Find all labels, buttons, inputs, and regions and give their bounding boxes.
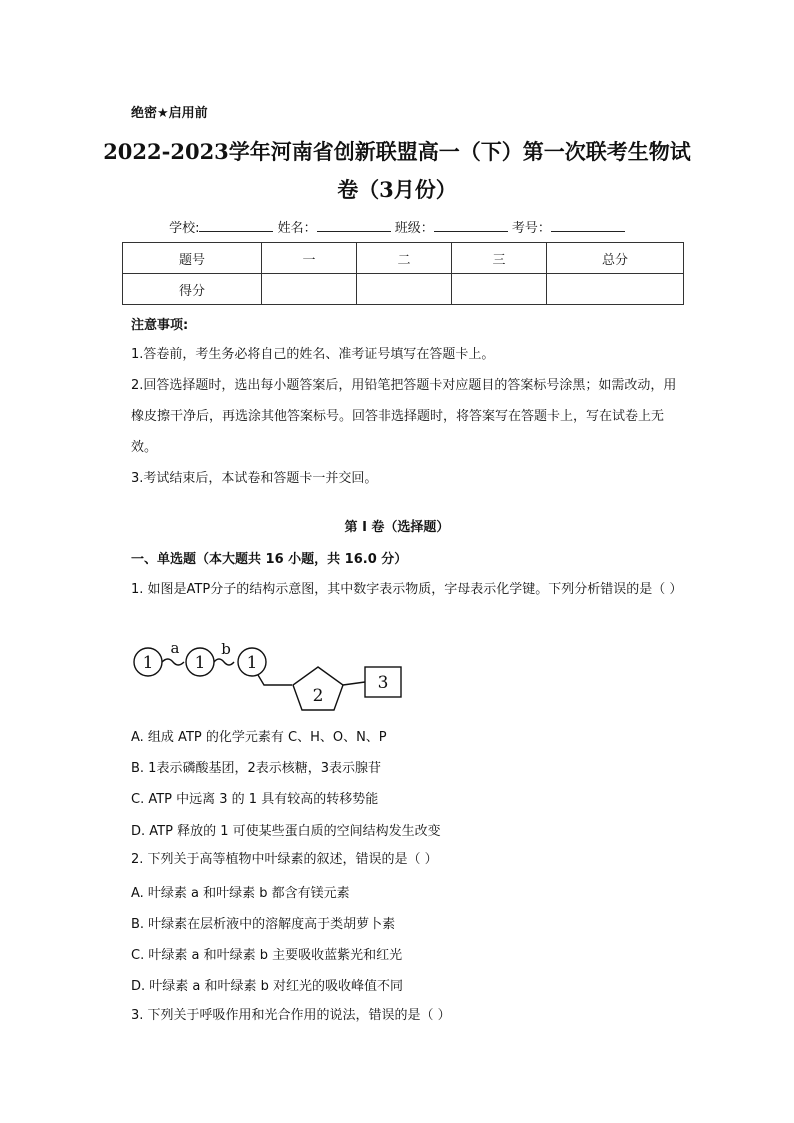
exam-title-line-2: 卷（3月份） — [337, 177, 457, 202]
class-blank[interactable] — [434, 217, 508, 232]
name-label: 姓名： — [277, 221, 317, 236]
score-cell[interactable] — [262, 274, 357, 305]
score-table — [122, 242, 684, 305]
score-table-row — [123, 274, 684, 305]
question-stem: 1. 如图是ATP分子的结构示意图，其中数字表示物质，字母表示化学键。下列分析错误的是（ ） — [131, 582, 683, 597]
score-cell[interactable] — [452, 274, 547, 305]
notice-item: 2.回答选择题时，选出每小题答案后，用铅笔把答题卡对应题目的答案标号涂黑；如需改动，用橡皮擦干净后，再选涂其他答案标号。回答非选择题时，将答案写在答题卡上，写在试卷上无效。 — [131, 378, 677, 455]
section-title: 第 I 卷（选择题） — [344, 520, 450, 535]
bond-line — [258, 675, 292, 685]
score-table-header: 总分 — [547, 243, 684, 274]
notice-heading: 注意事项: — [131, 318, 189, 333]
figure-label-2: 2 — [312, 686, 324, 706]
option-d: D. ATP 释放的 1 可使某些蛋白质的空间结构发生改变 — [131, 824, 441, 839]
school-blank[interactable] — [199, 217, 273, 232]
question-stem: 2. 下列关于高等植物中叶绿素的叙述，错误的是（ ） — [131, 852, 438, 867]
option-b: B. 1表示磷酸基团，2表示核糖，3表示腺苷 — [131, 761, 381, 776]
name-blank[interactable] — [317, 217, 391, 232]
question-stem: 3. 下列关于呼吸作用和光合作用的说法，错误的是（ ） — [131, 1008, 451, 1023]
notice-item: 1.答卷前，考生务必将自己的姓名、准考证号填写在答题卡上。 — [131, 347, 495, 362]
figure-label-1: 1 — [246, 653, 258, 673]
exam-no-label: 考号： — [511, 221, 551, 236]
bond-line — [343, 682, 365, 685]
option-d: D. 叶绿素 a 和叶绿素 b 对红光的吸收峰值不同 — [131, 979, 404, 994]
section-subtitle: 一、单选题（本大题共 16 小题，共 16.0 分） — [131, 552, 408, 567]
option-c: C. 叶绿素 a 和叶绿素 b 主要吸收蓝紫光和红光 — [131, 948, 403, 963]
option-b: B. 叶绿素在层析液中的溶解度高于类胡萝卜素 — [131, 917, 396, 932]
atp-structure-figure — [130, 640, 410, 712]
bond-a-label: a — [170, 640, 180, 657]
score-table-header: 二 — [357, 243, 452, 274]
figure-label-1: 1 — [142, 653, 154, 673]
score-table-header: 三 — [452, 243, 547, 274]
figure-label-3: 3 — [377, 673, 389, 693]
bond-b-label: b — [221, 640, 231, 658]
bond-a-line — [162, 659, 184, 665]
school-label: 学校: — [169, 221, 200, 236]
score-table-header: 一 — [262, 243, 357, 274]
option-a: A. 叶绿素 a 和叶绿素 b 都含有镁元素 — [131, 886, 350, 901]
class-label: 班级： — [394, 221, 434, 236]
bond-b-line — [214, 659, 234, 665]
score-table-header-row — [123, 243, 684, 274]
score-table-header: 题号 — [123, 243, 262, 274]
notice-item: 3.考试结束后，本试卷和答题卡一并交回。 — [131, 471, 378, 486]
option-a: A. 组成 ATP 的化学元素有 C、H、O、N、P — [131, 730, 387, 745]
confidential-mark: 绝密★启用前 — [131, 106, 208, 121]
exam-title-line-1: 2022-2023学年河南省创新联盟高一（下）第一次联考生物试 — [103, 139, 691, 164]
score-cell[interactable] — [357, 274, 452, 305]
figure-label-1: 1 — [194, 653, 206, 673]
score-cell[interactable] — [547, 274, 684, 305]
student-info-fields — [0, 217, 794, 236]
score-row-label: 得分 — [123, 274, 262, 305]
exam-no-blank[interactable] — [551, 217, 625, 232]
option-c: C. ATP 中远离 3 的 1 具有较高的转移势能 — [131, 792, 379, 807]
